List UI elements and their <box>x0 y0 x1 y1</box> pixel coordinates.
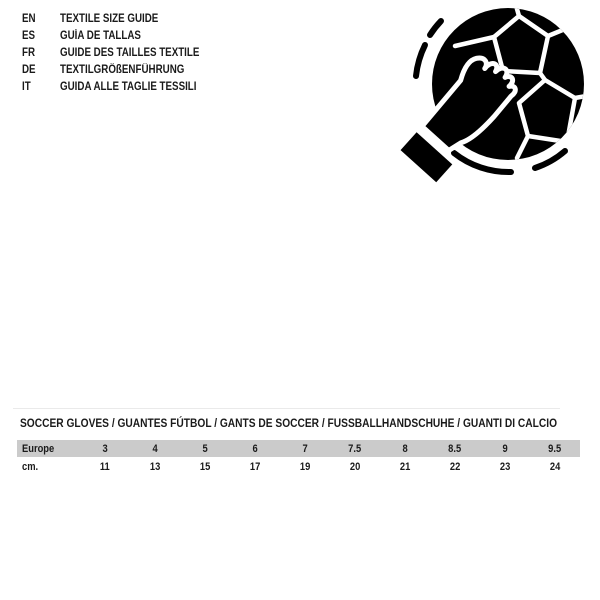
language-code: IT <box>22 80 31 93</box>
language-label: GUIDE DES TAILLES TEXTILE <box>60 46 200 59</box>
language-row-es <box>22 27 224 44</box>
language-row-en <box>22 10 224 27</box>
language-code: DE <box>22 63 36 76</box>
size-value: 15 <box>199 460 211 473</box>
row-label: cm. <box>22 460 39 473</box>
size-value: 13 <box>149 460 161 473</box>
row-label: Europe <box>22 442 55 455</box>
language-code: EN <box>22 12 36 25</box>
table-row-europe <box>17 440 580 457</box>
size-value: 6 <box>252 442 258 455</box>
size-value: 20 <box>349 460 361 473</box>
section-divider <box>13 408 560 409</box>
language-label: GUIDA ALLE TAGLIE TESSILI <box>60 80 197 93</box>
size-value: 9.5 <box>548 442 562 455</box>
size-value: 22 <box>449 460 461 473</box>
language-row-de <box>22 61 224 78</box>
size-table-title: SOCCER GLOVES / GUANTES FÚTBOL / GANTS DE SOCCER / FUSSBALLHANDSCHUHE / GUANTI DI CALCIO <box>20 416 558 430</box>
size-value: 9 <box>502 442 508 455</box>
size-value: 24 <box>549 460 561 473</box>
size-value: 7 <box>302 442 308 455</box>
size-value: 17 <box>249 460 261 473</box>
size-value: 8 <box>402 442 408 455</box>
language-label: GUÍA DE TALLAS <box>60 29 141 42</box>
size-value: 5 <box>202 442 208 455</box>
language-row-it <box>22 78 224 95</box>
language-row-fr <box>22 44 224 61</box>
table-row-cm <box>17 457 580 476</box>
size-value: 21 <box>399 460 411 473</box>
size-value: 23 <box>499 460 511 473</box>
size-value: 7.5 <box>348 442 362 455</box>
language-code: ES <box>22 29 36 42</box>
language-code: FR <box>22 46 36 59</box>
size-value: 11 <box>100 460 110 473</box>
language-label: TEXTILGRÖßENFÜHRUNG <box>60 63 185 76</box>
size-table <box>17 440 580 476</box>
size-value: 19 <box>299 460 311 473</box>
goalkeeper-glove-ball-icon <box>395 0 600 205</box>
language-guide-list <box>22 10 224 95</box>
size-value: 8.5 <box>448 442 462 455</box>
language-label: TEXTILE SIZE GUIDE <box>60 12 159 25</box>
size-value: 4 <box>152 442 158 455</box>
size-value: 3 <box>102 442 108 455</box>
